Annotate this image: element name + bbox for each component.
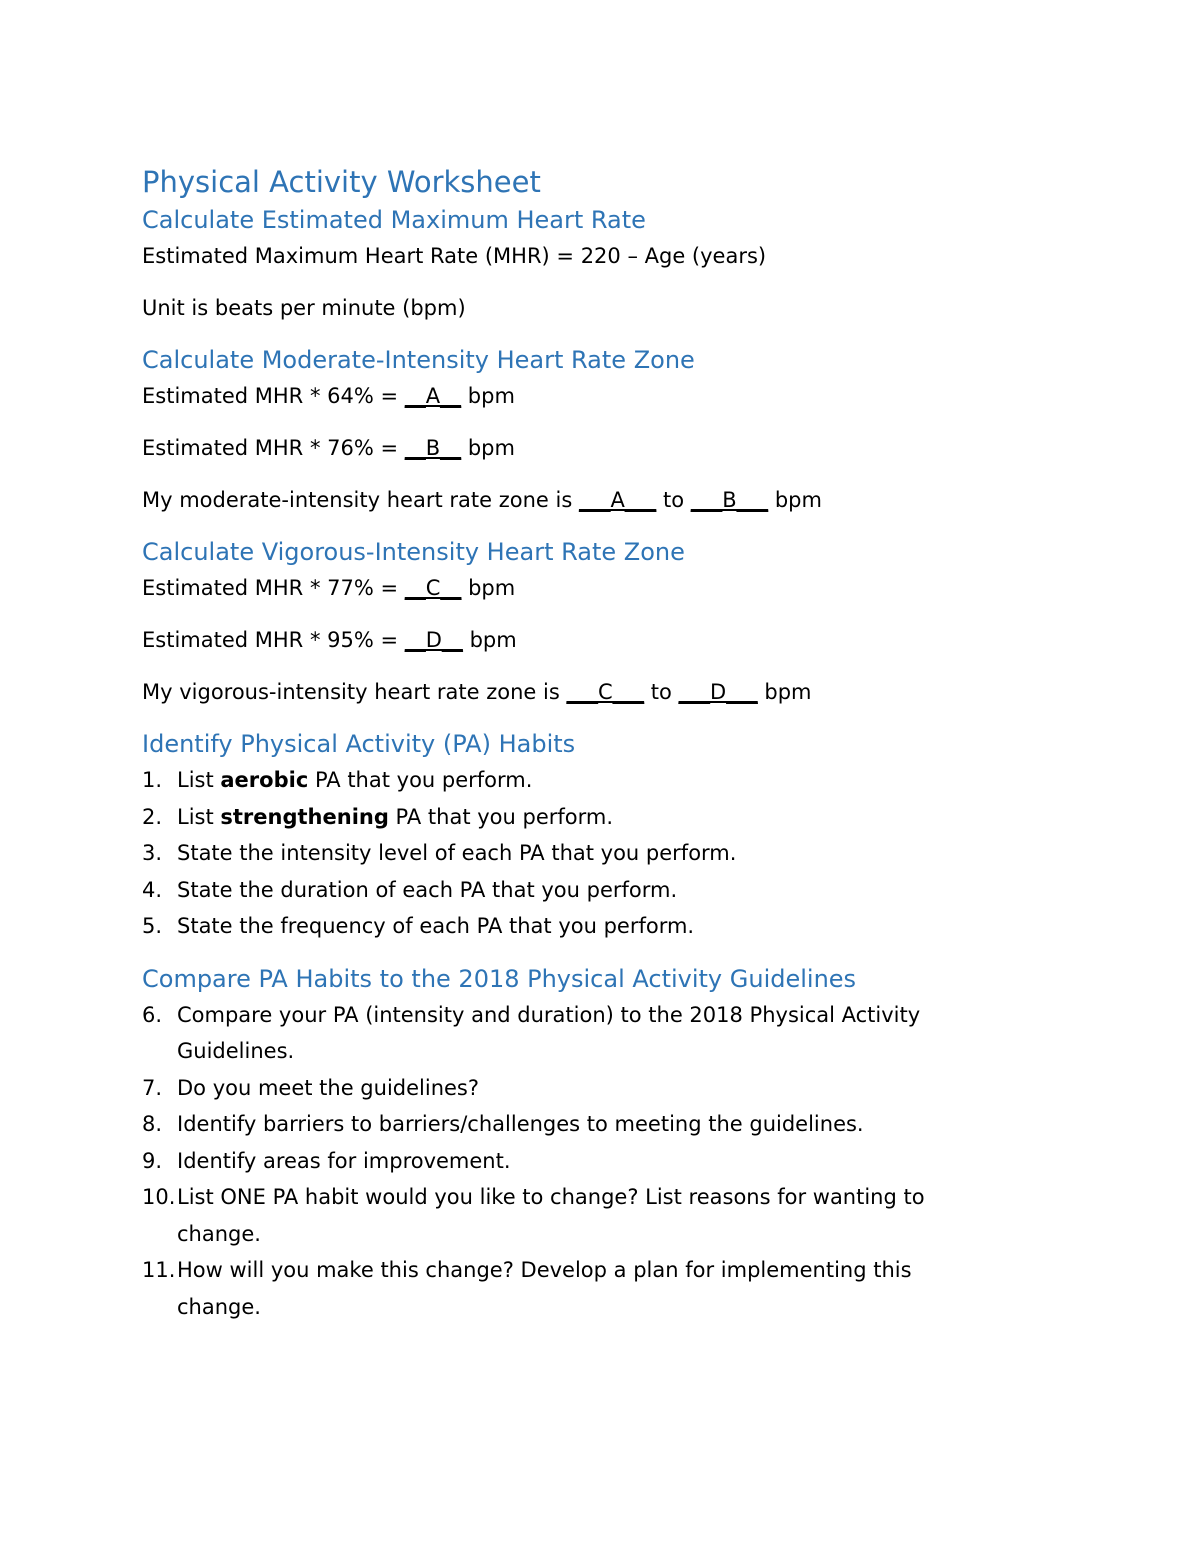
pa-habits-list	[142, 762, 1022, 945]
blank-b: __B__	[404, 436, 462, 460]
list-item	[107, 1252, 1022, 1325]
list-item	[107, 872, 1022, 909]
list-number: 9.	[142, 1148, 163, 1173]
item-text: Identify barriers to barriers/challenges to meeting the guidelines.	[177, 1112, 864, 1136]
item-text: PA that you perform.	[308, 768, 533, 792]
list-number: 3.	[142, 841, 163, 865]
moderate-line-64	[142, 378, 1022, 414]
moderate-line-76	[142, 430, 1022, 466]
list-number: 1.	[142, 768, 163, 792]
line-suffix: bpm	[462, 628, 517, 652]
list-item	[107, 997, 1022, 1070]
list-item	[107, 1106, 1022, 1143]
zone-prefix: My moderate-intensity heart rate zone is	[142, 488, 579, 512]
document-body	[142, 162, 1022, 1325]
zone-blank-b: ___B___	[690, 488, 769, 512]
item-text-continued: change.	[177, 1294, 261, 1319]
line-suffix: bpm	[461, 436, 515, 460]
list-number: 7.	[142, 1075, 163, 1100]
list-number: 4.	[142, 877, 163, 902]
blank-c: __C__	[404, 576, 462, 600]
line-suffix: bpm	[461, 384, 515, 408]
zone-blank-c: ___C___	[566, 680, 645, 704]
mhr-formula: Estimated Maximum Heart Rate (MHR) = 220 – Age (years)	[142, 244, 767, 268]
zone-blank-d: ___D___	[678, 680, 758, 704]
compare-guidelines-list	[142, 997, 1022, 1326]
list-number: 6.	[142, 1002, 163, 1027]
zone-prefix: My vigorous-intensity heart rate zone is	[142, 680, 567, 704]
list-item	[107, 799, 1022, 836]
zone-to: to	[656, 488, 691, 512]
vigorous-zone-line	[142, 674, 1022, 710]
vigorous-line-95	[142, 622, 1022, 658]
list-item	[107, 1143, 1022, 1180]
blank-a: __A__	[404, 384, 462, 408]
section-heading-pa-habits: Identify Physical Activity (PA) Habits	[142, 730, 576, 758]
list-number: 8.	[142, 1112, 163, 1136]
vigorous-line-77	[142, 570, 1022, 606]
moderate-zone-line	[142, 482, 1022, 518]
list-number: 11.	[142, 1258, 176, 1282]
blank-d: __D__	[404, 628, 463, 652]
zone-suffix: bpm	[768, 488, 822, 512]
unit-note: Unit is beats per minute (bpm)	[142, 296, 466, 320]
list-item	[107, 835, 1022, 872]
item-emphasis: aerobic	[220, 768, 309, 792]
section-heading-vigorous-zone: Calculate Vigorous-Intensity Heart Rate Zone	[142, 538, 685, 566]
item-text: How will you make this change? Develop a plan for implementing this	[177, 1258, 912, 1282]
item-text: Do you meet the guidelines?	[177, 1075, 480, 1100]
item-text: Compare your PA (intensity and duration) to the 2018 Physical Activity	[177, 1002, 921, 1027]
line-prefix: Estimated MHR * 76% =	[142, 436, 405, 460]
item-text-continued: Guidelines.	[177, 1039, 295, 1063]
item-text-continued: change.	[177, 1221, 261, 1246]
item-text: State the frequency of each PA that you perform.	[177, 914, 695, 938]
line-prefix: Estimated MHR * 77% =	[142, 576, 405, 600]
list-item	[107, 762, 1022, 799]
list-item	[107, 908, 1022, 945]
zone-suffix: bpm	[757, 680, 812, 704]
section-heading-moderate-zone: Calculate Moderate-Intensity Heart Rate Zone	[142, 346, 695, 374]
list-item	[107, 1179, 1022, 1252]
item-text: List ONE PA habit would you like to change? List reasons for wanting to	[177, 1185, 925, 1209]
list-number: 2.	[142, 804, 163, 829]
line-suffix: bpm	[461, 576, 516, 600]
item-text: PA that you perform.	[388, 804, 614, 829]
item-text: Identify areas for improvement.	[177, 1148, 511, 1173]
item-text: State the intensity level of each PA that you perform.	[177, 841, 737, 865]
section-heading-compare-guidelines: Compare PA Habits to the 2018 Physical Activity Guidelines	[142, 964, 857, 993]
item-text: List	[177, 768, 221, 792]
item-text: State the duration of each PA that you perform.	[177, 877, 678, 902]
list-number: 5.	[142, 914, 163, 938]
section-heading-max-heart-rate: Calculate Estimated Maximum Heart Rate	[142, 206, 646, 234]
line-prefix: Estimated MHR * 95% =	[142, 628, 405, 652]
item-emphasis: strengthening	[220, 804, 389, 829]
line-prefix: Estimated MHR * 64% =	[142, 384, 405, 408]
zone-to: to	[644, 680, 679, 704]
list-number: 10.	[142, 1185, 176, 1209]
zone-blank-a: ___A___	[578, 488, 657, 512]
list-item	[107, 1070, 1022, 1107]
item-text: List	[177, 804, 221, 829]
document-title: Physical Activity Worksheet	[142, 165, 541, 199]
